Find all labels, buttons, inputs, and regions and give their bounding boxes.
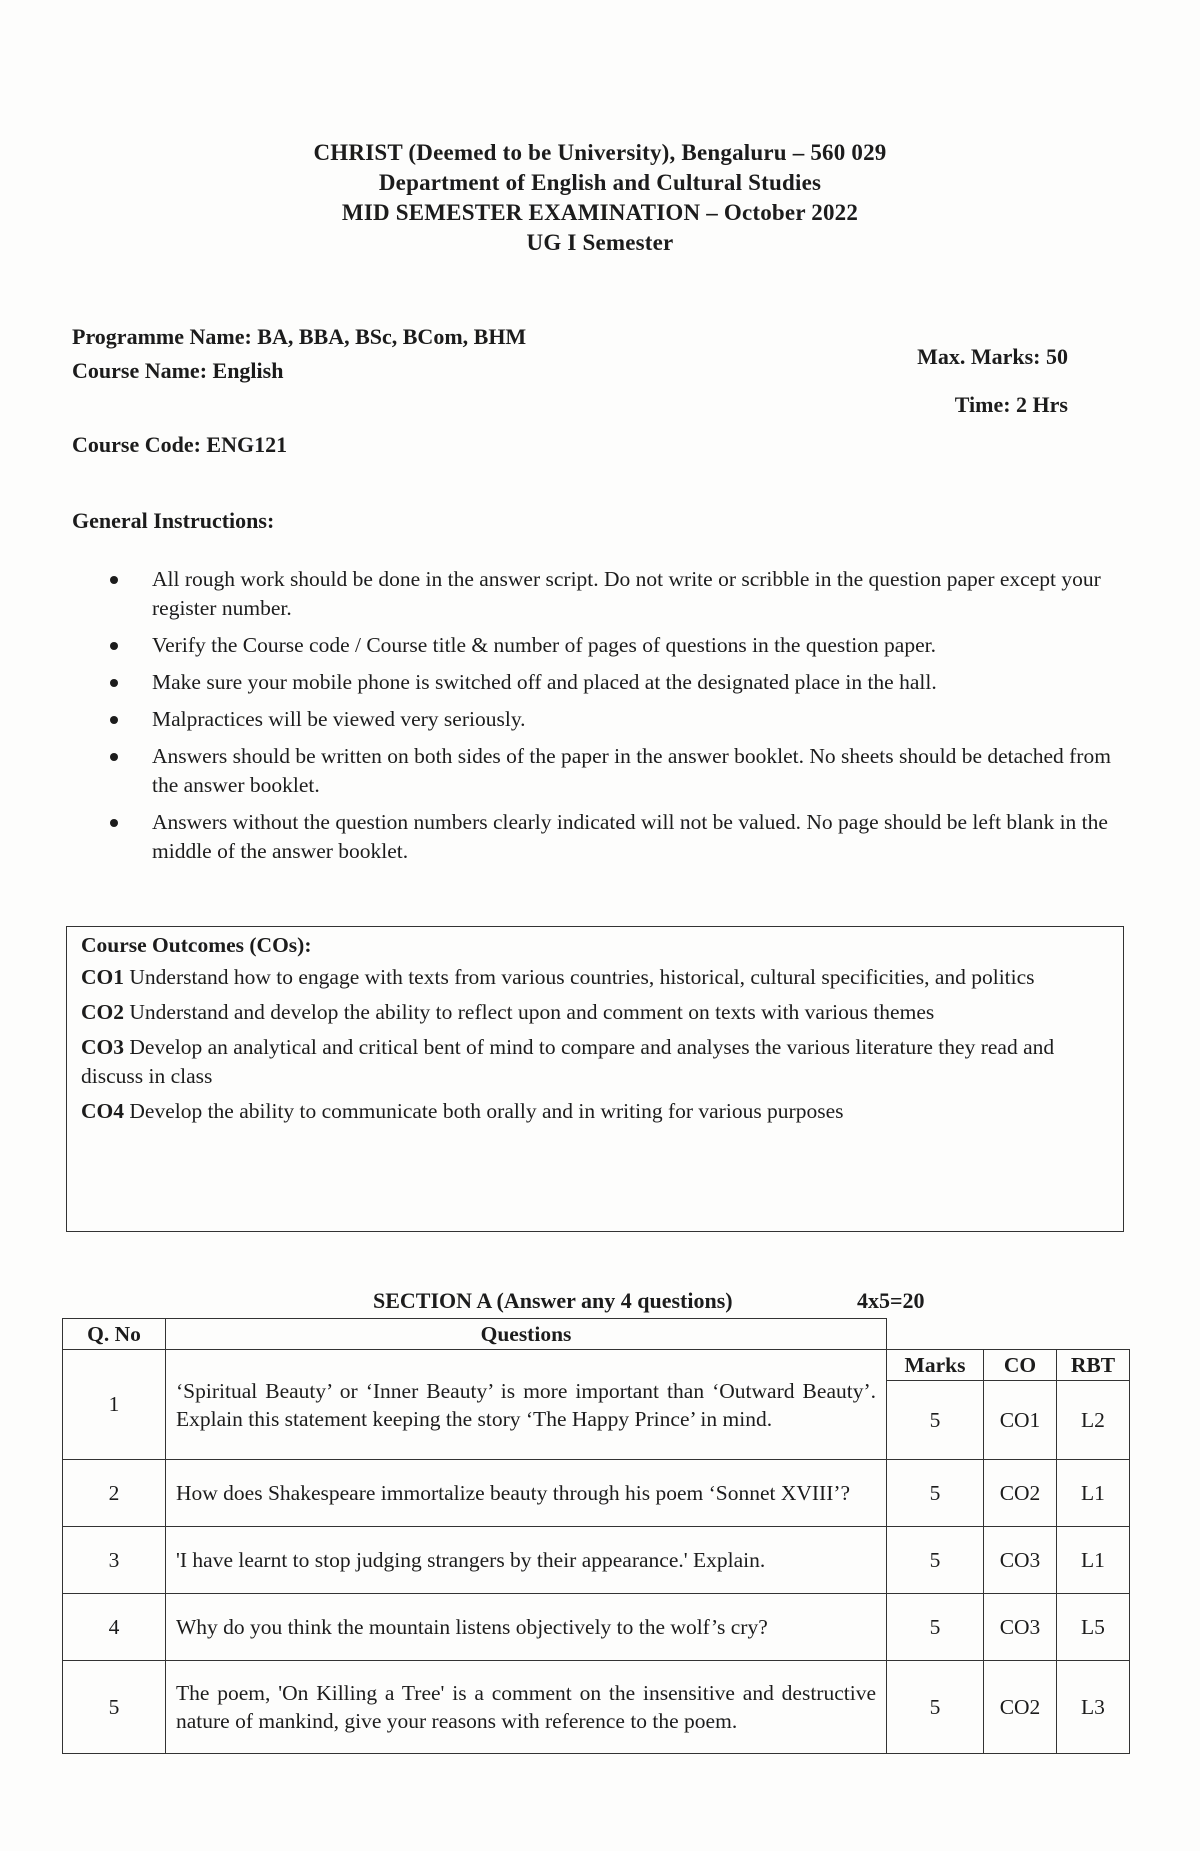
bullet-icon bbox=[110, 753, 118, 761]
instructions-title: General Instructions: bbox=[72, 508, 275, 533]
instruction-item: Make sure your mobile phone is switched off and placed at the designated place in the hall. bbox=[110, 668, 1125, 697]
question-marks: 5 bbox=[887, 1661, 984, 1754]
question-co: CO2 bbox=[984, 1661, 1057, 1754]
exam-title: MID SEMESTER EXAMINATION – October 2022 bbox=[341, 200, 859, 225]
section-a-title: SECTION A (Answer any 4 questions) bbox=[373, 1288, 733, 1313]
instruction-item: Malpractices will be viewed very seriously. bbox=[110, 705, 1125, 734]
question-co: CO1 bbox=[984, 1381, 1057, 1460]
rbt-header: RBT bbox=[1057, 1350, 1130, 1381]
exam-meta bbox=[917, 340, 1068, 436]
co-header: CO bbox=[984, 1350, 1057, 1381]
bullet-icon bbox=[110, 819, 118, 827]
questions-header: Questions bbox=[166, 1319, 887, 1350]
course-outcome-item bbox=[81, 1033, 1109, 1091]
course-meta bbox=[72, 320, 526, 462]
co-text: Understand and develop the ability to reflect upon and comment on texts with various themes bbox=[124, 1000, 935, 1024]
question-rbt: L2 bbox=[1057, 1381, 1130, 1460]
section-a-marks: 4x5=20 bbox=[857, 1288, 925, 1313]
programme-name: Programme Name: BA, BBA, BSc, BCom, BHM bbox=[72, 324, 527, 349]
course-outcome-item bbox=[81, 963, 1109, 992]
course-name: Course Name: English bbox=[72, 358, 284, 383]
instruction-item: Answers should be written on both sides of the paper in the answer booklet. No sheets should be detached from the answer booklet. bbox=[110, 742, 1125, 800]
co-code: CO1 bbox=[81, 965, 124, 989]
question-number: 4 bbox=[63, 1594, 166, 1661]
question-rbt: L1 bbox=[1057, 1527, 1130, 1594]
bullet-icon bbox=[110, 576, 118, 584]
header-spacer bbox=[887, 1319, 1130, 1350]
table-row bbox=[63, 1460, 1130, 1527]
co-code: CO4 bbox=[81, 1099, 124, 1123]
question-text: ‘Spiritual Beauty’ or ‘Inner Beauty’ is more important than ‘Outward Beauty’. Explain this statement keeping the story ‘The Happy Prince’ in mind. bbox=[166, 1350, 887, 1460]
qno-header: Q. No bbox=[63, 1319, 166, 1350]
co-text: Develop the ability to communicate both orally and in writing for various purposes bbox=[124, 1099, 844, 1123]
question-marks: 5 bbox=[887, 1594, 984, 1661]
paper-header bbox=[0, 138, 1200, 258]
bullet-icon bbox=[110, 716, 118, 724]
question-marks: 5 bbox=[887, 1460, 984, 1527]
question-co: CO3 bbox=[984, 1594, 1057, 1661]
question-rbt: L5 bbox=[1057, 1594, 1130, 1661]
question-co: CO2 bbox=[984, 1460, 1057, 1527]
co-text: Understand how to engage with texts from various countries, historical, cultural specificities, and politics bbox=[124, 965, 1035, 989]
marks-header: Marks bbox=[887, 1350, 984, 1381]
table-header-row bbox=[63, 1319, 1130, 1350]
co-code: CO2 bbox=[81, 1000, 124, 1024]
instructions-list bbox=[110, 565, 1125, 874]
question-text: 'I have learnt to stop judging strangers by their appearance.' Explain. bbox=[166, 1527, 887, 1594]
instruction-item: Answers without the question numbers clearly indicated will not be valued. No page should be left blank in the middle of the answer booklet. bbox=[110, 808, 1125, 866]
max-marks: Max. Marks: 50 bbox=[917, 344, 1068, 369]
question-rbt: L3 bbox=[1057, 1661, 1130, 1754]
bullet-icon bbox=[110, 679, 118, 687]
instruction-item: All rough work should be done in the answer script. Do not write or scribble in the question paper except your register number. bbox=[110, 565, 1125, 623]
table-row bbox=[63, 1594, 1130, 1661]
table-row bbox=[63, 1527, 1130, 1594]
question-co: CO3 bbox=[984, 1527, 1057, 1594]
question-marks: 5 bbox=[887, 1527, 984, 1594]
co-text: Develop an analytical and critical bent of mind to compare and analyses the various literature they read and discuss in class bbox=[81, 1035, 1055, 1088]
university-name: CHRIST (Deemed to be University), Bengaluru – 560 029 bbox=[313, 140, 887, 165]
table-row bbox=[63, 1661, 1130, 1754]
co-code: CO3 bbox=[81, 1035, 124, 1059]
semester-label: UG I Semester bbox=[526, 230, 674, 255]
question-rbt: L1 bbox=[1057, 1460, 1130, 1527]
question-text: How does Shakespeare immortalize beauty through his poem ‘Sonnet XVIII’? bbox=[166, 1460, 887, 1527]
department-name: Department of English and Cultural Studies bbox=[378, 170, 822, 195]
table-row bbox=[63, 1350, 1130, 1381]
question-number: 2 bbox=[63, 1460, 166, 1527]
questions-table bbox=[62, 1318, 1130, 1754]
question-text: The poem, 'On Killing a Tree' is a comment on the insensitive and destructive nature of mankind, give your reasons with reference to the poem. bbox=[166, 1661, 887, 1754]
question-number: 3 bbox=[63, 1527, 166, 1594]
instruction-item: Verify the Course code / Course title & number of pages of questions in the question paper. bbox=[110, 631, 1125, 660]
question-number: 5 bbox=[63, 1661, 166, 1754]
bullet-icon bbox=[110, 642, 118, 650]
course-outcome-item bbox=[81, 998, 1109, 1027]
question-marks: 5 bbox=[887, 1381, 984, 1460]
course-code: Course Code: ENG121 bbox=[72, 432, 288, 457]
question-number: 1 bbox=[63, 1350, 166, 1460]
exam-time: Time: 2 Hrs bbox=[954, 392, 1068, 417]
course-outcomes-title: Course Outcomes (COs): bbox=[81, 933, 312, 957]
course-outcomes-box bbox=[66, 926, 1124, 1232]
question-text: Why do you think the mountain listens objectively to the wolf’s cry? bbox=[166, 1594, 887, 1661]
course-outcome-item bbox=[81, 1097, 1109, 1126]
